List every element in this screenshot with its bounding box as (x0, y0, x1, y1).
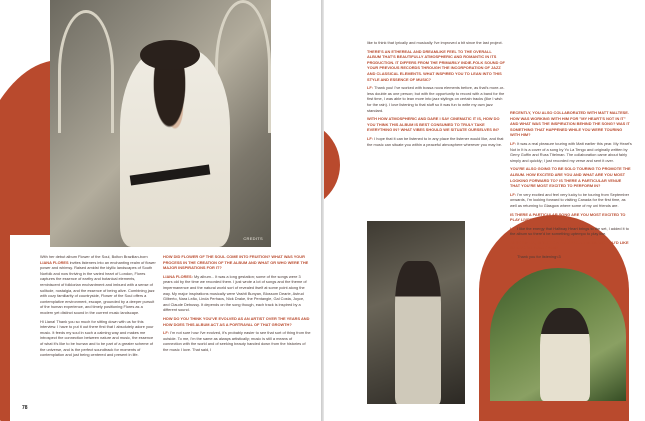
photo-credit: CREDITS (243, 236, 263, 241)
answer-6 (510, 192, 632, 209)
intro-text-2: invites listeners into an enchanting realm of flower power and whimsy. Raised amidst the idyllic landscapes of South Norfolk and now thriving in the varied heart of London, Flores captures the essence of earthy and botanical elements, reminiscent of folklorian enchantment and imbued with a sense of solitude, nostalgia, and the essence of being alive. Combining jazz with cozy familiarity of countryside, Flower of the Soul offers a contemplative environment, escape, grounded by a deeper pursuit of the human experience, and timely positioning Flores as a modern yet distinct sound in the current music landscape. (40, 259, 156, 315)
answer-3 (367, 85, 505, 113)
window-arch (58, 10, 114, 133)
artist-figure (120, 48, 230, 247)
artist-figure (395, 261, 441, 404)
question-3: THERE'S AN ETHEREAL AND DREAMLIKE FEEL TO THE OVERALL ALBUM THAT'S BEAUTIFULLY ATMOSPHERIC AND ROMANTIC IN ITS PRODUCTION. IT DIFFERS FROM THE PRIMARILY INDIE-FOLK SOUND OF YOUR PREVIOUS RECORDS THROUGH THE INCORPORATION OF JAZZ AND CLASSICAL ELEMENTS. WHAT INSPIRED YOU TO LEAN INTO THIS STYLE AND ESSENCE OF MUSIC? (367, 48, 505, 82)
decorative-shape (324, 120, 340, 210)
answer-1 (163, 274, 311, 313)
answer-label: LF: (163, 330, 170, 336)
artist-photo-3 (490, 268, 626, 401)
answer-6-text: I'm very excited and feel very lucky to be touring from September onwards, I'm looking forward to visiting Canada for the first time, as well as returning to Glasgow where some of my uni friends are. (510, 191, 630, 208)
question-4: WITH HOW ATMOSPHERIC AND DARE I SAY CINEMATIC IT IS, HOW DO YOU THINK THIS ALBUM IS BEST CONSUMED TO TRULY TAKE EVERYTHING IN? WHAT VIBES SHOULD WE SITUATE OURSELVES IN? (367, 116, 500, 133)
intro-paragraph (40, 254, 156, 316)
answer-label: LF: (510, 140, 517, 146)
column-intro (40, 254, 156, 361)
left-page (0, 0, 321, 421)
column-qa-right-2 (510, 110, 632, 263)
answer-label: LF: (367, 85, 374, 91)
answer-2-text: I'm not sure how I've evolved, it's probably easier to see that sort of thing from the outside. To me, I'm the same as always artistically; music is still a means of connection with the world and of seeking beauty handed down from the histories of the music I love. That said, I (163, 330, 311, 352)
answer-5-text: It was a real pleasure touring with Matt earlier this year. My Heart's Not in It is a cover of a song by Yo La Tengo and originally written by Gerry Goffin and Russ Titelman. The collaboration came about fairly simply and quickly; I just recorded my verse and sent it over. (510, 140, 632, 163)
page-number: 78 (22, 405, 28, 411)
answer-label: LF: (510, 254, 517, 260)
answer-label: LF: (510, 191, 517, 197)
continued-answer: like to think that lyrically and musically I've improved a bit since the last project. (367, 40, 503, 45)
artist-hair (140, 40, 200, 70)
artist-photo-2 (367, 221, 465, 404)
question-1: HOW DID FLOWER OF THE SOUL COME INTO FRUITION? WHAT WAS YOUR PROCESS IN THE CREATION OF THE ALBUM AND WHAT OR WHO WERE THE MAJOR INSPIRATIONS FOR IT? (163, 254, 309, 271)
answer-8 (510, 254, 632, 260)
answer-label: LF: (367, 135, 374, 141)
artist-name: LIANA FLORES (40, 259, 69, 265)
column-qa-right-1 (367, 40, 505, 150)
answer-7 (510, 226, 632, 237)
artist-figure (540, 308, 590, 401)
answer-2 (163, 330, 311, 352)
column-qa-left (163, 254, 311, 356)
answer-3-text: Thank you! I've worked with bossa nova elements before, as that's more-or-less double as one person; but with the opportunity to record with a band for the first time, I was able to lean more into jazz stylings on certain tracks (like I wish for the rain). I love listening to that stuff so it was fun to write my own jazz standard. (367, 85, 505, 113)
answer-4 (367, 136, 505, 147)
question-5: RECENTLY, YOU ALSO COLLABORATED WITH MATT MALTESE. HOW WAS WORKING WITH HIM FOR "MY HEART'S NOT IN IT" AND WHAT WAS THE INSPIRATION BEHIND THE SONG? WAS IT SOMETHING THAT HAPPENED WHILE YOU WERE TOURING WITH HIM? (510, 110, 630, 138)
answer-7-text: I like the energy that Halfway Heart brings to the set, I added it to the album so there'd be something uptempo to play live. (510, 225, 629, 237)
question-8: AND FINALLY, IS THERE A PARTICULAR MESSAGE YOU'D LIKE TO GIVE TO YOUR FANS? (510, 239, 629, 251)
question-6: YOU'RE ALSO GOING TO BE SOLO TOURING TO PROMOTE THE ALBUM. HOW EXCITED ARE YOU AND WHAT ARE YOU MOST LOOKING FORWARD TO? IS THERE A PARTICULAR VENUE THAT YOU'RE MOST EXCITED TO PERFORM IN? (510, 166, 631, 189)
opening-paragraph: Hi Liana! Thank you so much for sitting down with us for this interview. I have to put it out there first that I absolutely adore your music. It feeds my soul in such a calming way and makes me introspect the connection between nature and music, the essence of what it's like to be human and to be part of a greater scheme of the universe, and is the perfect soundtrack for moments of contemplation and just being centered and present in life. (40, 318, 154, 358)
artist-photo (50, 0, 271, 247)
answer-4-text: I hope that it can be listened to in any place the listener would like, and that the music can situate you within a peaceful atmosphere wherever you may be. (367, 135, 504, 147)
answer-1-text: My album... It was a long gestation; some of the songs were 3 years old by the time we recorded them. I just wrote a lot of songs and the theme of impermanence and the natural world sort of revealed itself at some point along the way. My major inspirations musically were Vashti Bunyan, Blossom Dearie, Astrud Gilberto, Nara Leão, Linda Perhacs, Nick Drake, the Pentangle, Gal Costa, Joyce, and Claude Debussy. It depends on the song though, each track is inspired by a different sound. (163, 273, 307, 313)
answer-label: LF: (510, 225, 517, 231)
answer-label: LIANA FLORES: (163, 273, 193, 279)
question-2: HOW DO YOU THINK YOU'VE EVOLVED AS AN ARTIST OVER THE YEARS AND HOW DOES THIS ALBUM ACT AS A PORTRAYAL OF THAT GROWTH? (163, 315, 310, 327)
answer-5 (510, 141, 632, 163)
right-page (324, 0, 645, 421)
intro-text-1: With her debut album Flower of the Soul, Bolton Brazilian-born (40, 254, 148, 259)
answer-8-text: Thank you for listening<3 (516, 254, 561, 260)
question-7: IS THERE A PARTICULAR SONG ARE YOU MOST EXCITED TO PLAY LIVE? (510, 211, 626, 223)
